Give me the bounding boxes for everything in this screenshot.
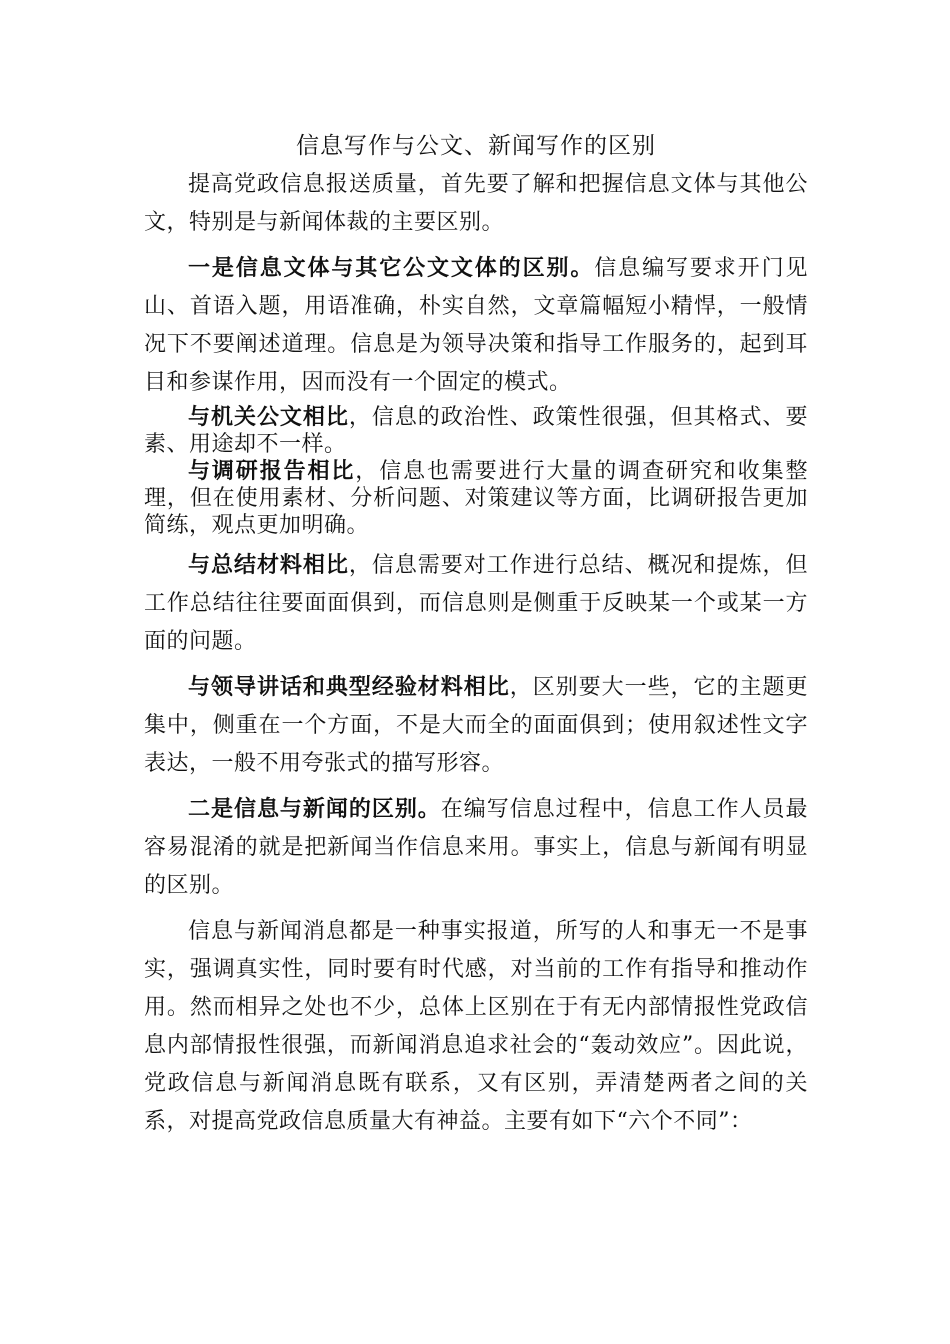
document-title: 信息写作与公文、新闻写作的区别 [296, 133, 656, 159]
paragraph-lead: 与机关公文相比 [188, 405, 349, 430]
paragraph-text: 信息与新闻消息都是一种事实报道，所写的人和事无一不是事实，强调真实性，同时要有时代感，对当前的工作有指导和推动作用。然而相异之处也不少，总体上区别在于有无内部情报性党政信息内部情报性很强，而新闻消息追求社会的“轰动效应”。因此说，党政信息与新闻消息既有联系，又有区别，弄清楚两者之间的关系，对提高党政信息质量大有神益。主要有如下“六个不同”： [144, 919, 808, 1134]
paragraph-lead: 与调研报告相比 [188, 459, 356, 484]
paragraph-intro [144, 166, 808, 242]
paragraph-section-one [144, 250, 808, 402]
paragraph-text: ，区别要大一些，它的主题更集中，侧重在一个方面，不是大而全的面面俱到；使用叙述性文字表达，一般不用夸张式的描写形容。 [144, 675, 808, 776]
paragraph-news-comparison [144, 913, 808, 1141]
paragraph-lead: 一是信息文体与其它公文文体的区别。 [188, 256, 595, 281]
paragraph-vs-speech [144, 669, 808, 783]
paragraph-vs-official-docs [144, 404, 808, 458]
paragraph-text: 信息编写要求开门见山、首语入题，用语准确，朴实自然，文章篇幅短小精悍，一般情况下不要阐述道理。信息是为领导决策和指导工作服务的，起到耳目和参谋作用，因而没有一个固定的模式。 [144, 256, 808, 395]
paragraph-lead: 与领导讲话和典型经验材料相比 [188, 675, 510, 700]
paragraph-text: 在编写信息过程中，信息工作人员最容易混淆的就是把新闻当作信息来用。事实上，信息与新闻有明显的区别。 [144, 797, 808, 898]
paragraph-lead: 二是信息与新闻的区别。 [188, 797, 441, 822]
paragraph-text: ，信息的政治性、政策性很强，但其格式、要素、用途却不一样。 [144, 405, 808, 457]
paragraph-text: ，信息也需要进行大量的调查研究和收集整理，但在使用素材、分析问题、对策建议等方面，比调研报告更加简练，观点更加明确。 [144, 459, 808, 538]
paragraph-section-two [144, 791, 808, 905]
paragraph-lead: 与总结材料相比 [188, 553, 349, 578]
paragraph-text: ，信息需要对工作进行总结、概况和提炼，但工作总结往往要面面俱到，而信息则是侧重于反映某一个或某一方面的问题。 [144, 553, 808, 654]
paragraph-text: 提高党政信息报送质量，首先要了解和把握信息文体与其他公文，特别是与新闻体裁的主要区别。 [144, 172, 808, 235]
paragraph-vs-research-report [144, 458, 808, 539]
document-page [144, 126, 808, 1141]
paragraph-vs-summary [144, 547, 808, 661]
